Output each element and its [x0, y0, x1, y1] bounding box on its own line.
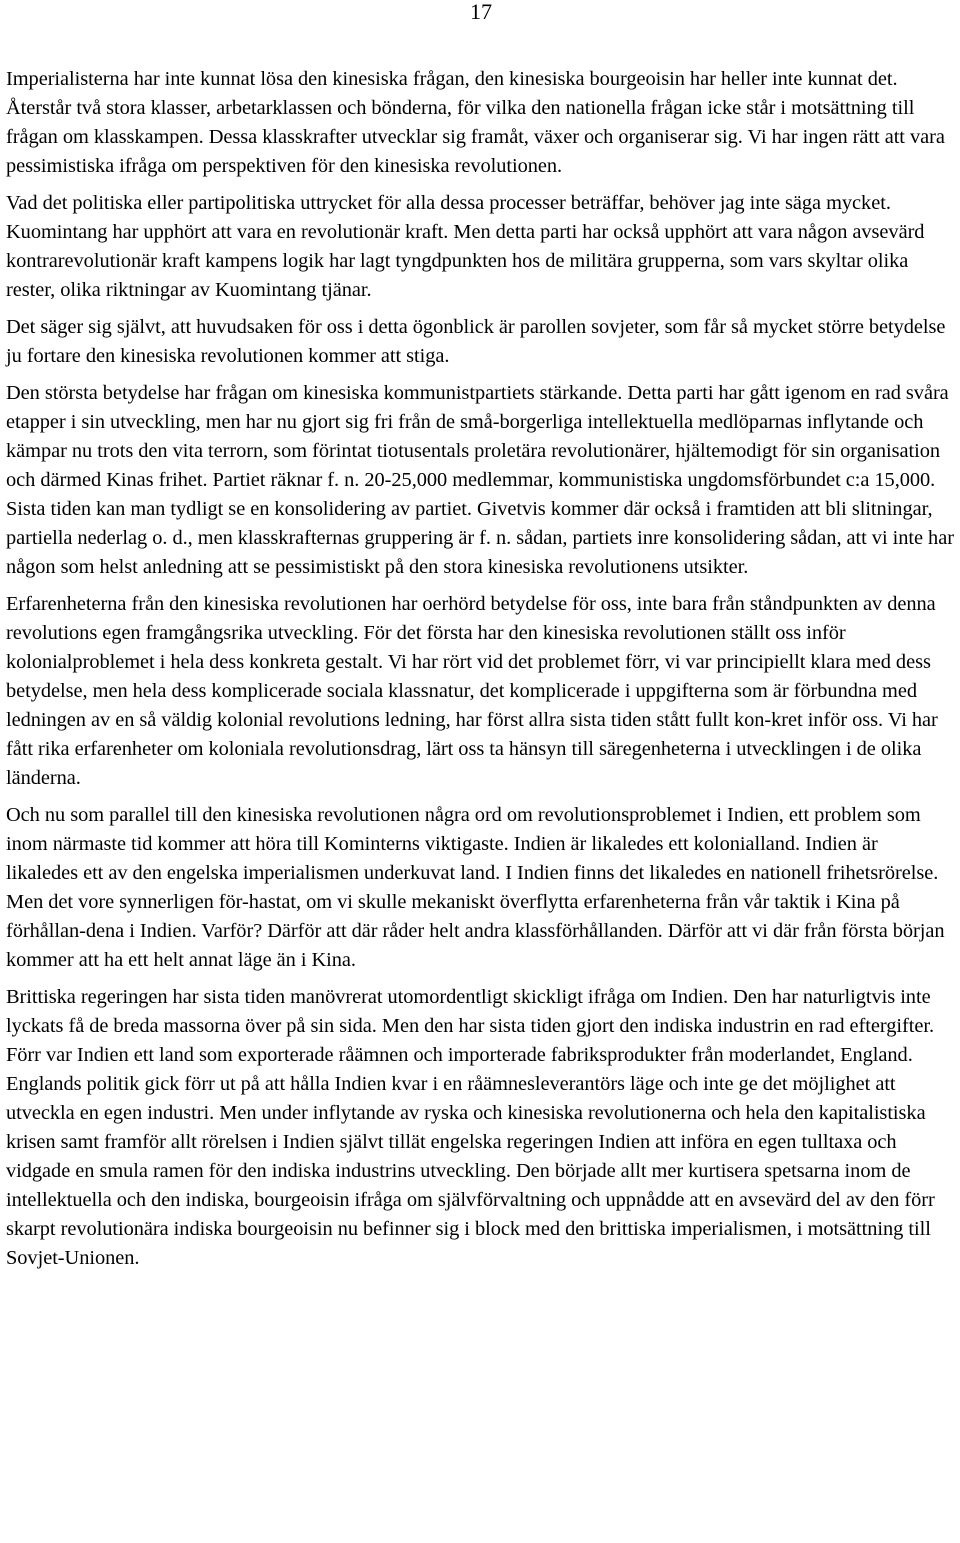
body-text	[6, 65, 954, 1281]
paragraph-7: Brittiska regeringen har sista tiden manövrerat utomordentligt skickligt ifråga om Indien. Den har naturligtvis inte lyckats få de breda massorna över på sin sida. Men den har sista tiden gjort den indiska industrin en rad eftergifter. Förr var Indien ett land som exporterade råämnen och importerade fabriksprodukter från moderlandet, England. Englands politik gick förr ut på att hålla Indien kvar i en råämnesleverantörs läge och inte ge det möjlighet att utveckla en egen industri. Men under inflytande av ryska och kinesiska revolutionerna och hela den kapitalistiska krisen samt framför allt rörelsen i Indien självt tillät engelska regeringen Indien att införa en egen tulltaxa och vidgade en smula ramen för den indiska industrins utveckling. Den började allt mer kurtisera spetsarna inom de intellektuella och den indiska, bourgeoisin ifråga om självförvaltning och uppnådde att en avsevärd del av den förr skarpt revolutionära indiska bourgeoisin nu befinner sig i block med den brittiska imperialismen, i motsättning till Sovjet-Unionen.	[6, 986, 935, 1269]
paragraph-4: Den största betydelse har frågan om kinesiska kommunistpartiets stärkande. Detta parti har gått igenom en rad svåra etapper i sin utveckling, men har nu gjort sig fri från de små-borgerliga intellektuella medlöparnas inflytande och kämpar nu trots den vita terrorn, som förintat tiotusentals proletära revolutionärer, hjältemodigt för sin organisation och därmed Kinas frihet. Partiet räknar f. n. 20-25,000 medlemmar, kommunistiska ungdomsförbundet c:a 15,000. Sista tiden kan man tydligt se en konsolidering av partiet. Givetvis kommer där också i framtiden att bli slitningar, partiella nederlag o. d., men klasskrafternas gruppering är f. n. sådan, partiets inre konsolidering sådan, att vi inte har någon som helst anledning att se pessimistiskt på den stora kinesiska revolutionens utsikter.	[6, 382, 954, 578]
paragraph-3: Det säger sig självt, att huvudsaken för oss i detta ögonblick är parollen sovjeter, som får så mycket större betydelse ju fortare den kinesiska revolutionen kommer att stiga.	[6, 316, 946, 367]
paragraph-5: Erfarenheterna från den kinesiska revolutionen har oerhörd betydelse för oss, inte bara från ståndpunkten av denna revolutions egen framgångsrika utveckling. För det första har den kinesiska revolutionen ställt oss inför kolonialproblemet i hela dess konkreta gestalt. Vi har rört vid det problemet förr, vi var principiellt klara med dess betydelse, men hela dess komplicerade sociala klassnatur, det komplicerade i uppgifterna som är förbundna med ledningen av en så väldig kolonial revolutions ledning, har först allra sista tiden stått fullt kon-kret inför oss. Vi har fått rika erfarenheter om koloniala revolutionsdrag, lärt oss ta hänsyn till säregenheterna i utvecklingen i de olika länderna.	[6, 593, 938, 789]
paragraph-1: Imperialisterna har inte kunnat lösa den kinesiska frågan, den kinesiska bourgeoisin har heller inte kunnat det. Återstår två stora klasser, arbetarklassen och bönderna, för vilka den nationella frågan icke står i motsättning till frågan om klasskampen. Dessa klasskrafter utvecklar sig framåt, växer och organiserar sig. Vi har ingen rätt att vara pessimistiska ifråga om perspektiven för den kinesiska revolutionen.	[6, 68, 945, 177]
paragraph-6: Och nu som parallel till den kinesiska revolutionen några ord om revolutionsproblemet i Indien, ett problem som inom närmaste tid kommer att höra till Kominterns viktigaste. Indien är likaledes ett kolonialland. Indien är likaledes ett av den engelska imperialismen underkuvat land. I Indien finns det likaledes en nationell frihetsrörelse. Men det vore synnerligen för-hastat, om vi skulle mekaniskt överflytta erfarenheterna från vår taktik i Kina på förhållan-dena i Indien. Varför? Därför att där råder helt andra klassförhållanden. Därför att vi där från första början kommer att ha ett helt annat läge än i Kina.	[6, 804, 945, 971]
paragraph-2: Vad det politiska eller partipolitiska uttrycket för alla dessa processer beträffar, behöver jag inte säga mycket. Kuomintang har upphört att vara en revolutionär kraft. Men detta parti har också upphört att vara någon avsevärd kontrarevolutionär kraft kampens logik har lagt tyngdpunkten hos de militära grupperna, som vars skyltar olika rester, olika riktningar av Kuomintang tjänar.	[6, 192, 925, 301]
page-number: 17	[470, 0, 492, 24]
